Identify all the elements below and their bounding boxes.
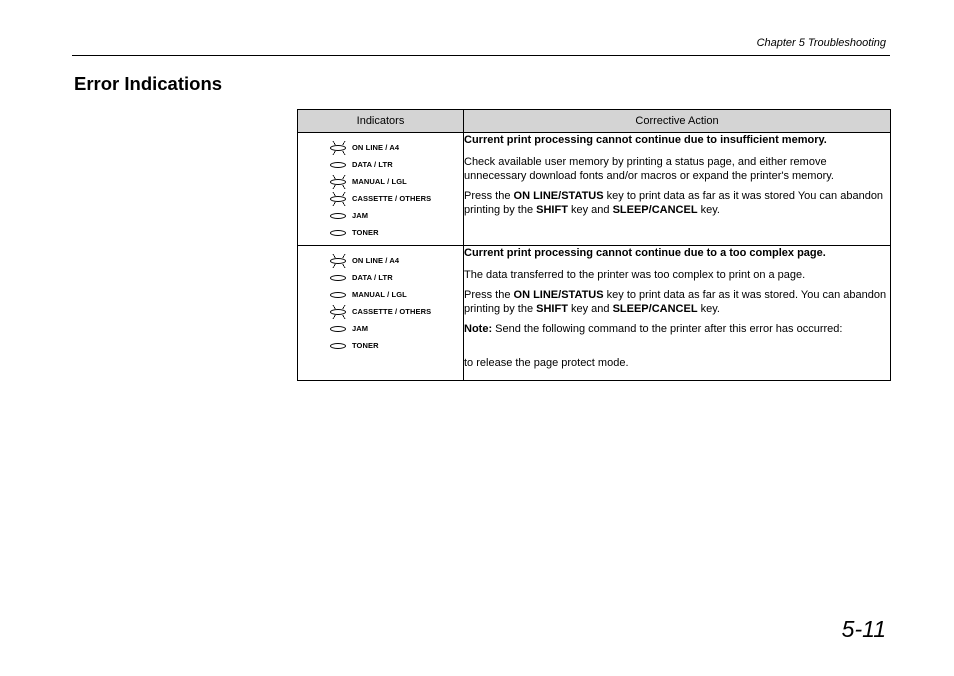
- led-blinking-icon: [330, 179, 346, 185]
- led-blinking-icon: [330, 196, 346, 202]
- indicator-label: JAM: [352, 210, 369, 220]
- led-off-icon: [330, 275, 346, 281]
- table-row: [298, 133, 891, 246]
- key-separator: /: [558, 289, 562, 301]
- action-paragraph: Check available user memory by printing a status page, and either remove unnecessary download fonts and/or macros or expand the printer's memory.: [464, 156, 834, 182]
- error-indications-table: [297, 109, 891, 381]
- led-blinking-icon: [330, 258, 346, 264]
- key-separator: /: [648, 303, 652, 315]
- indicator-row: [298, 207, 463, 224]
- indicator-row: [298, 252, 463, 269]
- indicators-cell: [298, 246, 464, 381]
- indicator-label: CASSETTE / OTHERS: [352, 306, 432, 316]
- corrective-action-cell: [464, 133, 891, 246]
- indicator-list: [298, 133, 463, 245]
- key-separator: /: [648, 204, 652, 216]
- key-name-shift: SHIFT: [536, 303, 568, 315]
- section-title: Error Indications: [74, 73, 223, 94]
- key-name-status: STATUS: [561, 190, 604, 202]
- indicator-row: [298, 156, 463, 173]
- indicator-label: MANUAL / LGL: [352, 176, 407, 186]
- indicator-label: JAM: [352, 323, 369, 333]
- page-number: 5-11: [841, 616, 886, 642]
- indicator-label: MANUAL / LGL: [352, 289, 407, 299]
- note-paragraph: [464, 322, 890, 336]
- indicator-row: [298, 139, 463, 156]
- running-head: Chapter 5 Troubleshooting: [756, 37, 886, 49]
- indicator-label: DATA / LTR: [352, 159, 393, 169]
- indicator-label: ON LINE / A4: [352, 142, 400, 152]
- indicator-row: [298, 269, 463, 286]
- indicator-row: [298, 320, 463, 337]
- indicator-label: DATA / LTR: [352, 272, 393, 282]
- text-run: key.: [697, 303, 720, 315]
- indicator-row: [298, 337, 463, 354]
- text-run: key and: [567, 204, 613, 216]
- command-spacer: [464, 342, 890, 356]
- text-run: key.: [697, 204, 720, 216]
- indicator-row: [298, 303, 463, 320]
- text-run: Press the: [464, 190, 514, 202]
- action-paragraph: The data transferred to the printer was too complex to print on a page.: [464, 269, 806, 281]
- led-off-icon: [330, 343, 346, 349]
- corrective-action-cell: [464, 246, 891, 381]
- action-paragraph: [464, 288, 890, 316]
- key-name-sleep: SLEEP: [612, 204, 649, 216]
- led-off-icon: [330, 230, 346, 236]
- key-name-status: STATUS: [561, 289, 604, 301]
- indicator-label: TONER: [352, 227, 379, 237]
- key-name-cancel: CANCEL: [651, 204, 698, 216]
- note-text: Send the following command to the printer after this error has occurred:: [492, 323, 843, 335]
- led-off-icon: [330, 326, 346, 332]
- led-blinking-icon: [330, 309, 346, 315]
- text-run: key and: [567, 303, 613, 315]
- table-row: [298, 246, 891, 381]
- indicator-label: ON LINE / A4: [352, 255, 400, 265]
- column-header-corrective-action: Corrective Action: [464, 110, 891, 133]
- text-run: key to print data as far as it was stored. You can abandon printing by the: [464, 289, 887, 315]
- indicator-label: TONER: [352, 340, 379, 350]
- key-name-cancel: CANCEL: [651, 303, 698, 315]
- led-off-icon: [330, 162, 346, 168]
- key-name-shift: SHIFT: [536, 204, 568, 216]
- error-headline: Current print processing cannot continue due to insufficient memory.: [464, 134, 827, 146]
- indicators-cell: [298, 133, 464, 246]
- indicator-row: [298, 224, 463, 241]
- indicator-row: [298, 173, 463, 190]
- text-run: Press the: [464, 289, 514, 301]
- led-off-icon: [330, 292, 346, 298]
- key-name-sleep: SLEEP: [612, 303, 649, 315]
- note-label: Note:: [464, 323, 493, 335]
- indicator-row: [298, 190, 463, 207]
- indicator-label: CASSETTE / OTHERS: [352, 193, 432, 203]
- indicator-list: [298, 246, 463, 358]
- led-off-icon: [330, 213, 346, 219]
- key-name-online: ON LINE: [513, 289, 559, 301]
- key-separator: /: [558, 190, 562, 202]
- text-run: key to print data as far as it was stored You can abandon printing by the: [464, 190, 884, 216]
- column-header-indicators: Indicators: [298, 110, 464, 133]
- table-header-row: [298, 110, 891, 133]
- header-rule: [72, 55, 890, 56]
- release-paragraph: to release the page protect mode.: [464, 357, 629, 369]
- led-blinking-icon: [330, 145, 346, 151]
- action-paragraph: [464, 189, 890, 217]
- error-headline: Current print processing cannot continue due to a too complex page.: [464, 247, 826, 259]
- key-name-online: ON LINE: [513, 190, 559, 202]
- indicator-row: [298, 286, 463, 303]
